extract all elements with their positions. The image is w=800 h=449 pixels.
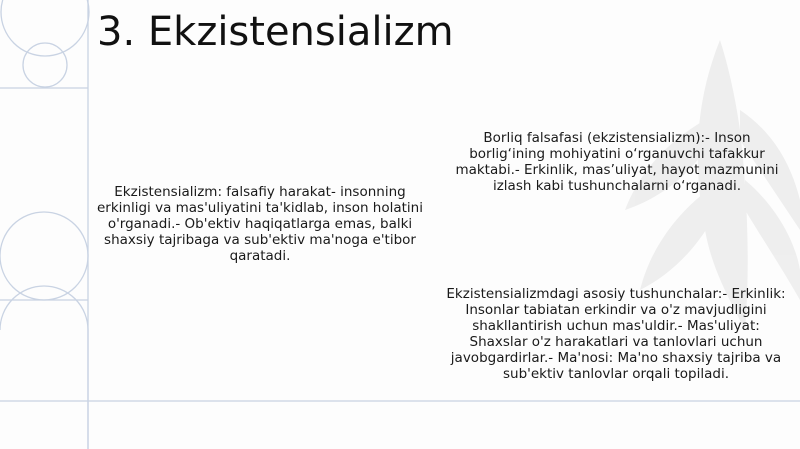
text-block-right-bottom: Ekzistensializmdagi asosiy tushunchalar:- Erkinlik: Insonlar tabiatan erkindir va o'z mavjudligini shakllantirish uchun mas'uldir.- Mas'uliyat: Shaxslar o'z harakatlari va tanlovlari uchun javobgardirlar.- Ma'nosi: Ma'no shaxsiy tajriba va sub'ektiv tanlovlar orqali topiladi. [446, 286, 786, 382]
text-block-left: Ekzistensializm: falsafiy harakat- insonning erkinligi va mas'uliyatini ta'kidlab, inson holatini o'rganadi.- Ob'ektiv haqiqatlarga emas, balki shaxsiy tajribaga va sub'ektiv ma'noga e'tibor qaratadi. [96, 184, 423, 264]
text-block-right-top: Borliq falsafasi (ekzistensializm):- Inson borlig‘ining mohiyatini o‘rganuvchi tafakkur maktabi.- Erkinlik, mas’uliyat, hayot mazmunini izlash kabi tushunchalarni o‘rganadi. [455, 130, 779, 194]
deco-circle-top-small [23, 43, 67, 87]
slide-title: 3. Ekzistensializm [97, 9, 454, 55]
deco-circle-mid [0, 212, 88, 300]
deco-circle-top-large [1, 0, 89, 56]
deco-arc-bottom [0, 286, 88, 449]
